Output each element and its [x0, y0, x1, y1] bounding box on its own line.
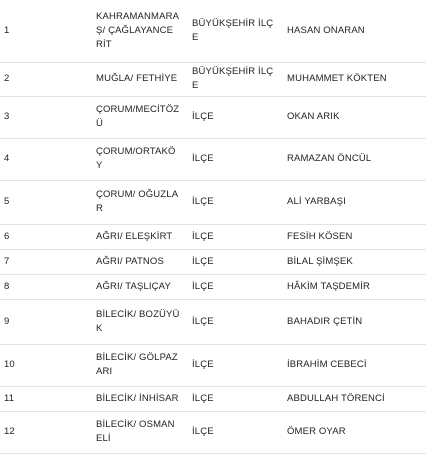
row-number: 7: [0, 249, 90, 274]
location-cell: BİLECİK/ GÖLPAZARI: [90, 344, 186, 386]
location-cell: ÇORUM/ORTAKÖY: [90, 138, 186, 180]
location-cell: AĞRI/ ELEŞKİRT: [90, 224, 186, 249]
type-cell: İLÇE: [186, 411, 281, 453]
name-cell: OKAN ARIK: [281, 96, 426, 138]
row-number: 2: [0, 62, 90, 96]
location-cell: AĞRI/ TAŞLIÇAY: [90, 274, 186, 299]
table-row: [0, 344, 426, 386]
row-number: 10: [0, 344, 90, 386]
type-cell: İLÇE: [186, 299, 281, 344]
row-number: 8: [0, 274, 90, 299]
table-row: [0, 299, 426, 344]
location-cell: BİLECİK/ İNHİSAR: [90, 386, 186, 411]
location-cell: ÇORUM/ OĞUZLAR: [90, 180, 186, 224]
row-number: 9: [0, 299, 90, 344]
type-cell: BÜYÜKŞEHİR İLÇE: [186, 62, 281, 96]
name-cell: BİLAL ŞİMŞEK: [281, 249, 426, 274]
name-cell: ABDULLAH TÖRENCİ: [281, 386, 426, 411]
name-cell: HASAN ONARAN: [281, 0, 426, 62]
type-cell: İLÇE: [186, 96, 281, 138]
row-number: 11: [0, 386, 90, 411]
location-cell: BİLECİK/ BOZÜYÜK: [90, 299, 186, 344]
row-number: 12: [0, 411, 90, 453]
table-row: [0, 96, 426, 138]
table-row: [0, 386, 426, 411]
table-row: [0, 249, 426, 274]
location-cell: AĞRI/ PATNOS: [90, 249, 186, 274]
name-cell: RAMAZAN ÖNCÜL: [281, 138, 426, 180]
table-row: [0, 274, 426, 299]
type-cell: İLÇE: [186, 180, 281, 224]
table-row: [0, 411, 426, 453]
type-cell: BÜYÜKŞEHİR İLÇE: [186, 0, 281, 62]
row-number: 5: [0, 180, 90, 224]
type-cell: İLÇE: [186, 274, 281, 299]
name-cell: ÖMER OYAR: [281, 411, 426, 453]
name-cell: ALİ YARBAŞI: [281, 180, 426, 224]
table-row: [0, 0, 426, 62]
table-row: [0, 138, 426, 180]
row-number: 1: [0, 0, 90, 62]
type-cell: İLÇE: [186, 138, 281, 180]
name-cell: BAHADIR ÇETİN: [281, 299, 426, 344]
name-cell: MUHAMMET KÖKTEN: [281, 62, 426, 96]
type-cell: İLÇE: [186, 344, 281, 386]
name-cell: İBRAHİM CEBECİ: [281, 344, 426, 386]
table-row: [0, 180, 426, 224]
location-cell: MUĞLA/ FETHİYE: [90, 62, 186, 96]
table-row: [0, 224, 426, 249]
location-cell: BİLECİK/ OSMANELİ: [90, 411, 186, 453]
type-cell: İLÇE: [186, 224, 281, 249]
name-cell: FESİH KÖSEN: [281, 224, 426, 249]
type-cell: İLÇE: [186, 386, 281, 411]
type-cell: İLÇE: [186, 249, 281, 274]
name-cell: HÂKİM TAŞDEMİR: [281, 274, 426, 299]
row-number: 4: [0, 138, 90, 180]
table-row: [0, 62, 426, 96]
row-number: 6: [0, 224, 90, 249]
location-cell: KAHRAMANMARAŞ/ ÇAĞLAYANCERİT: [90, 0, 186, 62]
row-number: 3: [0, 96, 90, 138]
location-cell: ÇORUM/MECİTÖZÜ: [90, 96, 186, 138]
